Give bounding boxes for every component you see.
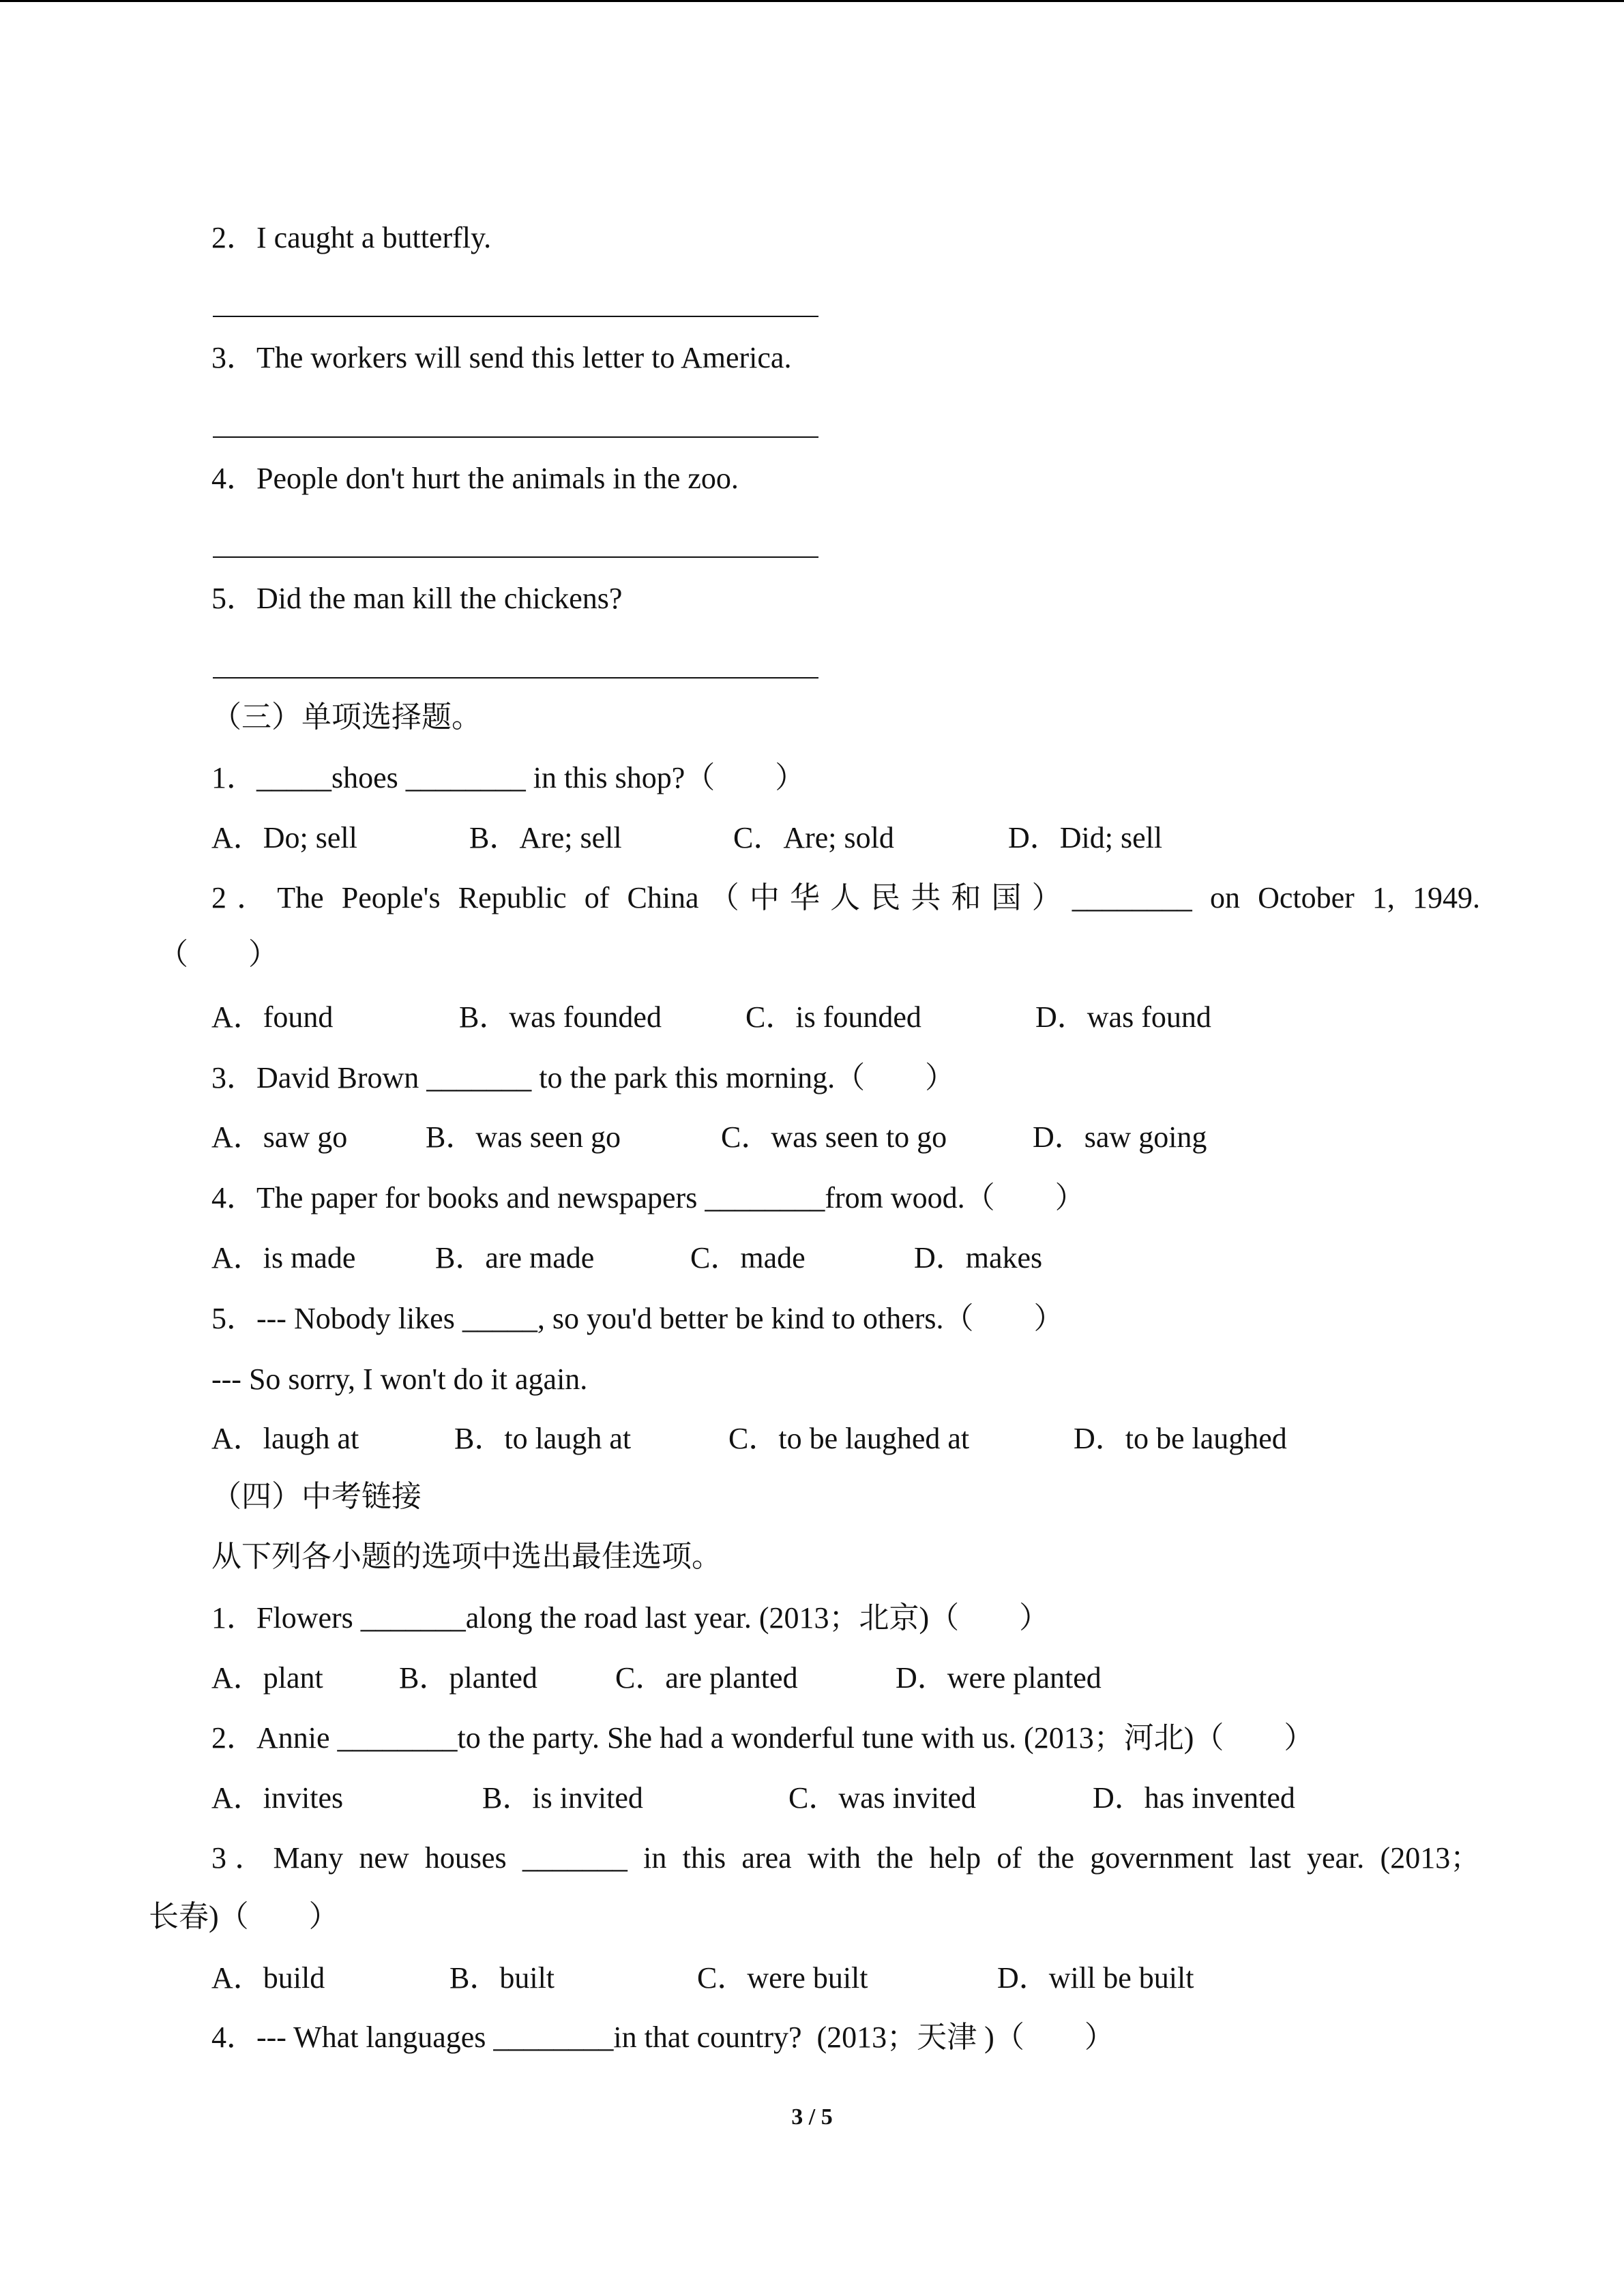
question-3-1-options (211, 823, 1439, 857)
option-c: C．to be laughed at (728, 1422, 970, 1455)
option-d: D．were planted (896, 1661, 1102, 1695)
option-c: C．are planted (615, 1661, 798, 1695)
section-heading-multiple-choice: （三）单项选择题。 (211, 700, 482, 734)
option-b: B．built (449, 1961, 555, 1995)
question-4-3-stem: 3．Many new houses _______ in this area with the help of the government last year. (2013； (211, 1841, 1481, 1875)
question-3-3-options (211, 1122, 1439, 1157)
option-a: A．Do; sell (211, 821, 357, 854)
rewrite-item-3: 3．The workers will send this letter to America. (211, 341, 792, 374)
option-c: C．made (690, 1241, 806, 1274)
option-d: D．has invented (1093, 1781, 1295, 1815)
option-d: D．saw going (1033, 1120, 1207, 1154)
option-d: D．to be laughed (1074, 1422, 1287, 1455)
question-4-1-options (211, 1663, 1439, 1697)
option-a: A．plant (211, 1661, 323, 1695)
option-b: B．Are; sell (469, 821, 622, 854)
option-d: D．makes (914, 1241, 1043, 1274)
answer-line-3 (213, 436, 818, 438)
question-4-2-stem: 2．Annie ________to the party. She had a wonderful tune with us. (2013；河北)（ ） (211, 1721, 1314, 1755)
option-c: C．was seen to go (721, 1120, 947, 1154)
option-a: A．found (211, 1000, 334, 1034)
rewrite-item-2: 2．I caught a butterfly. (211, 221, 492, 254)
option-b: B．are made (435, 1241, 595, 1274)
question-4-4-stem: 4．--- What languages ________in that country? (2013；天津 )（ ） (211, 2021, 1114, 2054)
answer-line-4 (213, 556, 818, 558)
page-number: 3 / 5 (791, 2104, 833, 2130)
option-c: C．Are; sold (733, 821, 894, 854)
rewrite-item-5: 5．Did the man kill the chickens? (211, 582, 623, 615)
section-heading-exam-link: （四）中考链接 (211, 1480, 422, 1513)
question-4-1-stem: 1．Flowers _______along the road last year. (2013；北京)（ ） (211, 1601, 1050, 1635)
question-3-2-options (211, 1002, 1439, 1037)
option-a: A．saw go (211, 1120, 348, 1154)
option-b: B．to laugh at (454, 1422, 632, 1455)
option-b: B．was founded (459, 1000, 662, 1034)
option-a: A．invites (211, 1781, 344, 1815)
option-a: A．build (211, 1961, 325, 1995)
answer-line-5 (213, 677, 818, 679)
option-d: D．will be built (997, 1961, 1194, 1995)
option-d: D．Did; sell (1008, 821, 1163, 854)
question-3-3-stem: 3．David Brown _______ to the park this morning.（ ） (211, 1061, 956, 1094)
question-3-4-options (211, 1243, 1439, 1277)
option-d: D．was found (1035, 1000, 1211, 1034)
question-3-5-stem: 5．--- Nobody likes _____, so you'd better be kind to others.（ ） (211, 1302, 1064, 1335)
answer-line-2 (213, 316, 818, 317)
question-3-5-options (211, 1424, 1439, 1458)
question-3-5-stem-reply: --- So sorry, I won't do it again. (211, 1362, 588, 1396)
question-3-2-stem-cont: （ ） (158, 938, 278, 971)
option-c: C．was invited (788, 1781, 976, 1815)
section-instruction: 从下列各小题的选项中选出最佳选项。 (211, 1540, 722, 1573)
option-b: B．is invited (482, 1781, 643, 1815)
option-b: B．was seen go (426, 1120, 621, 1154)
option-a: A．is made (211, 1241, 356, 1274)
question-4-2-options (211, 1783, 1439, 1817)
rewrite-item-4: 4．People don't hurt the animals in the zoo. (211, 462, 739, 495)
question-4-3-stem-cont: 长春)（ ） (149, 1900, 339, 1933)
option-a: A．laugh at (211, 1422, 359, 1455)
option-c: C．is founded (745, 1000, 921, 1034)
option-c: C．were built (697, 1961, 868, 1995)
question-3-2-stem: 2．The People's Republic of China（中华人民共和国）________ on October 1, 1949. (211, 881, 1481, 914)
option-b: B．planted (399, 1661, 537, 1695)
question-4-3-options (211, 1963, 1439, 1997)
question-3-1-stem: 1．_____shoes ________ in this shop?（ ） (211, 761, 806, 794)
question-3-4-stem: 4．The paper for books and newspapers ________from wood.（ ） (211, 1181, 1085, 1214)
